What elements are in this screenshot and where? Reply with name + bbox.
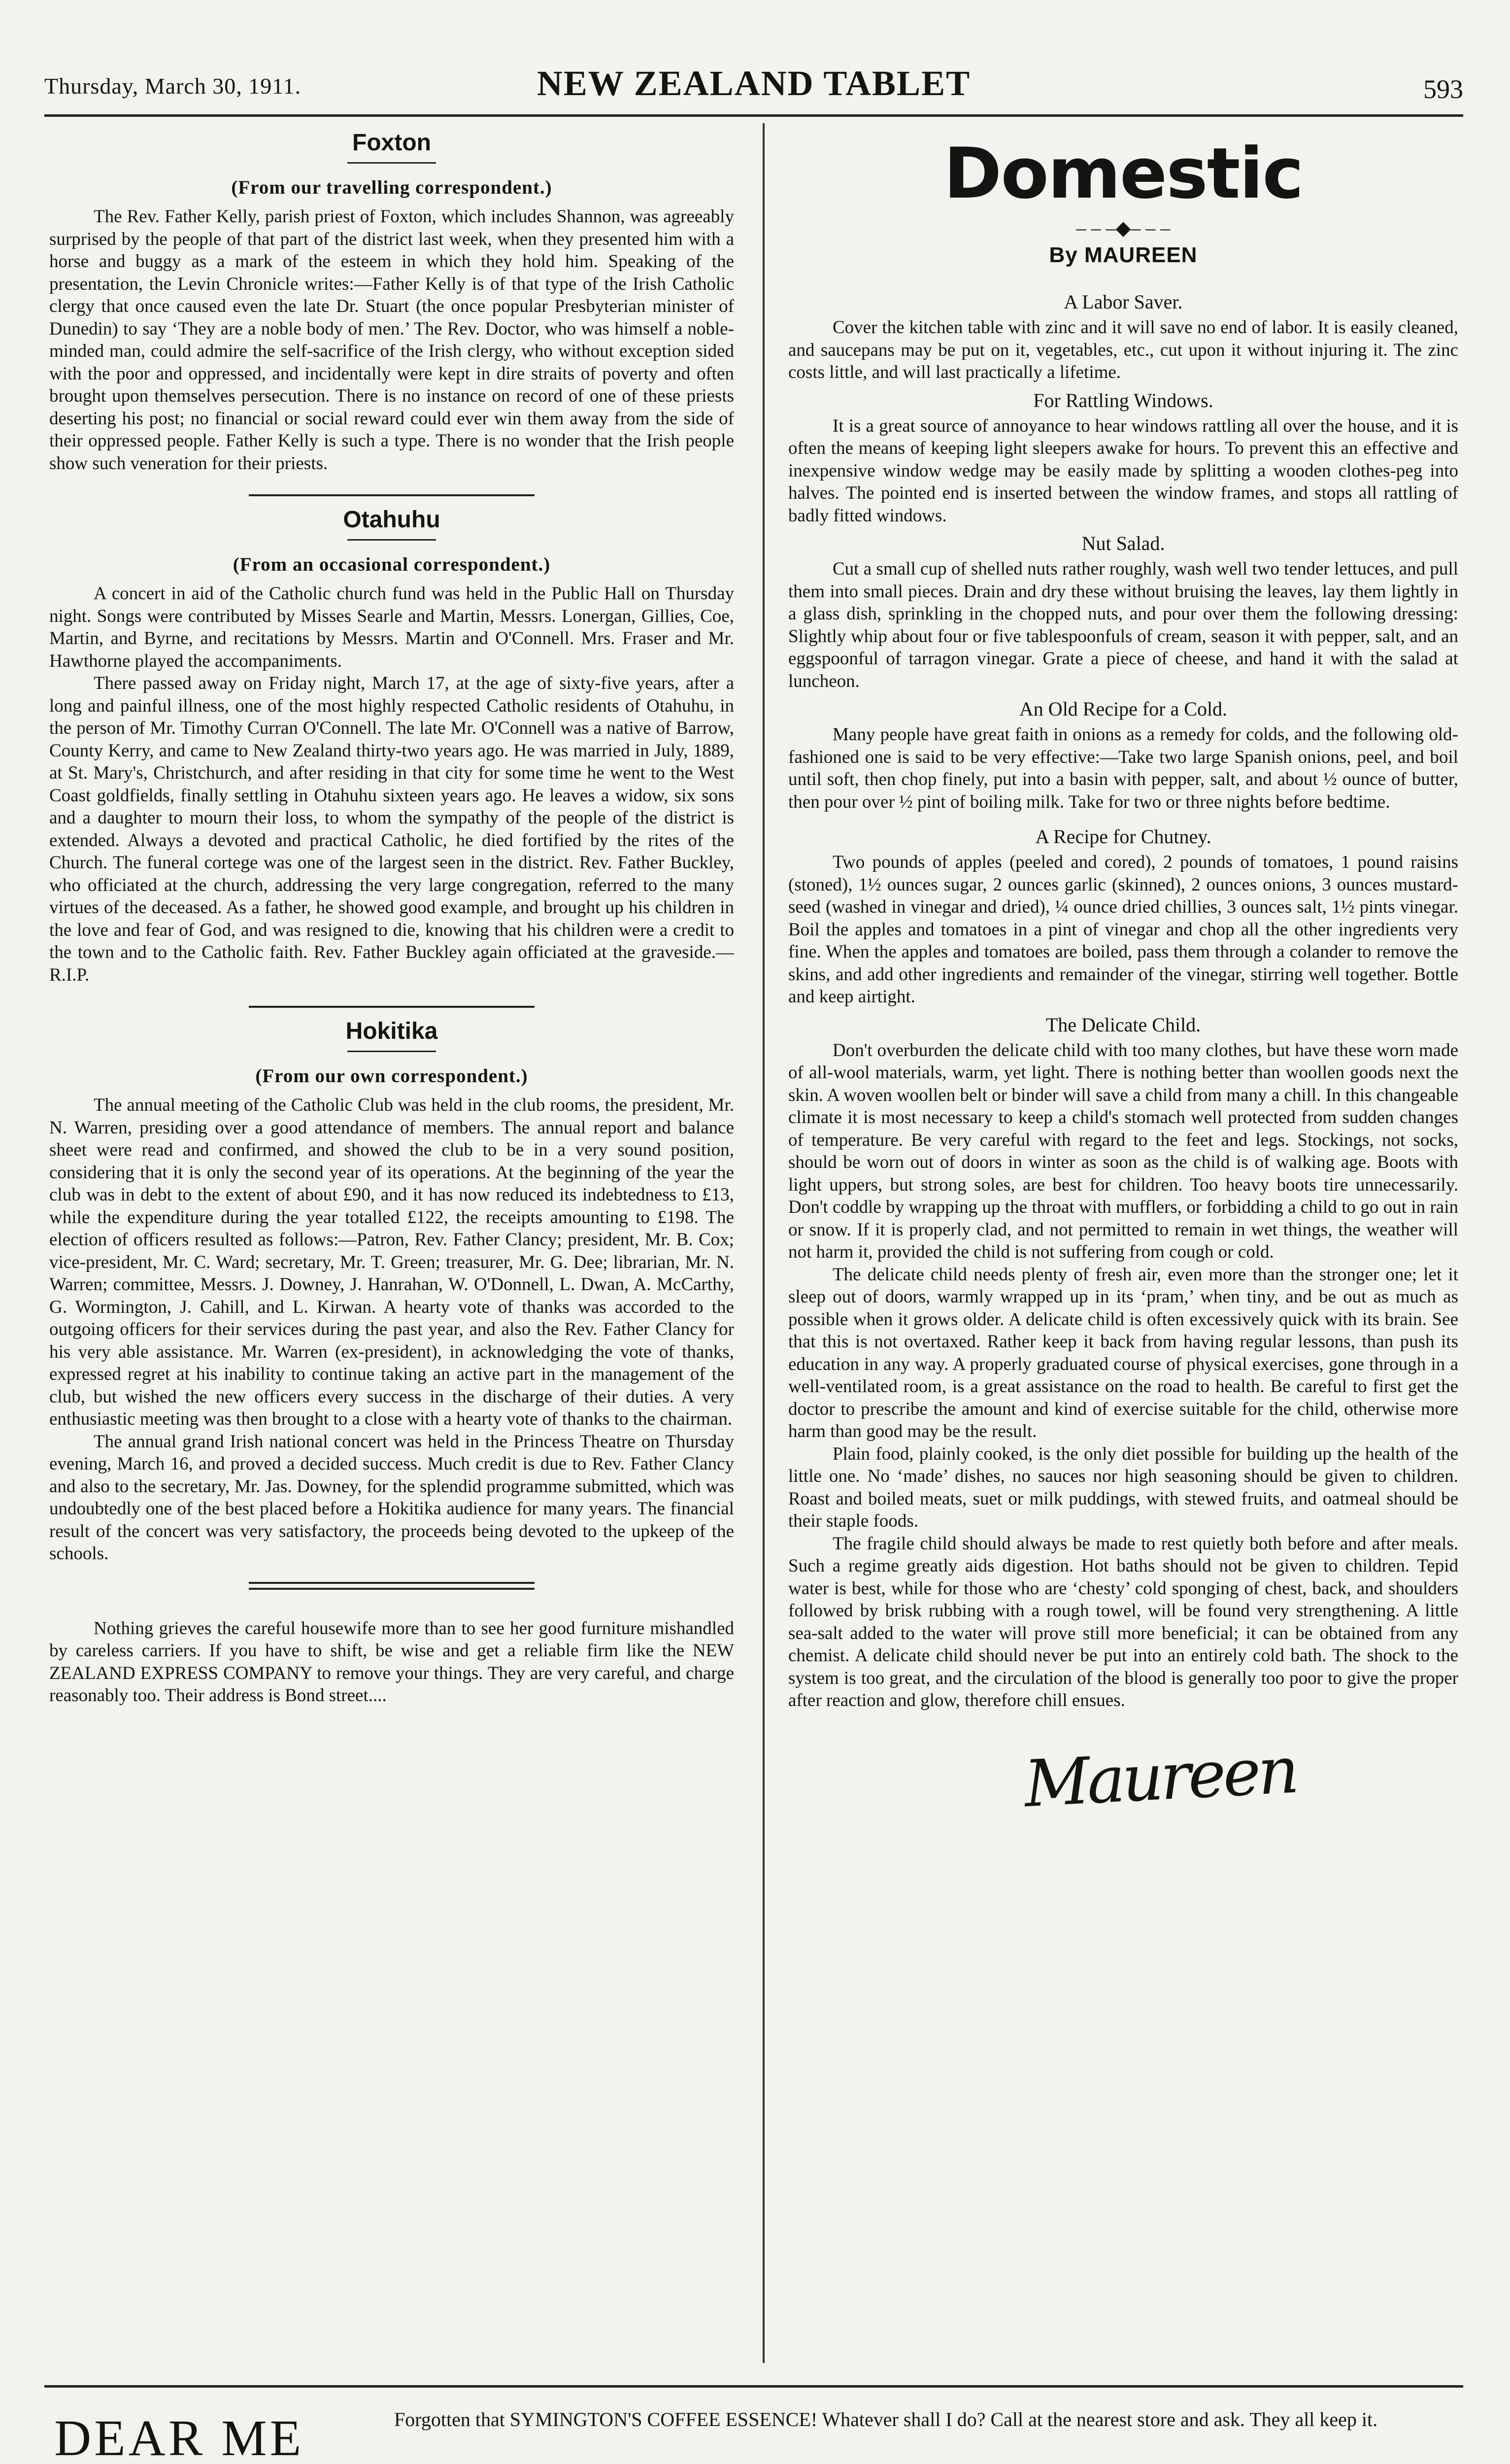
article-heading: Otahuhu — [343, 507, 440, 533]
article-source: (From our own correspondent.) — [255, 1065, 528, 1087]
recipe-paragraph: Don't overburden the delicate child with too many clothes, but have these worn made of all-wool materials, warm, yet light. There is nothing better than woollen goods next the skin. A woven woollen belt or binder will save a child from many a chill. In this changeable climate it is most necessary to keep a child's stomach well protected from sudden changes of temperature. Be very careful with regard to the feet and legs. Stockings, not socks, should be worn out of doors in winter as soon as the child is of walking age. Boots with light uppers, but strong soles, are best for children. Too heavy boots tire unnecessarily. Don't coddle by wrapping up the throat with mufflers, or forbidding a child to go out in rain or snow. If it is properly clad, and not permitted to remain in wet things, the weather will not harm it, provided the child is not suffering from cough or cold. — [788, 1040, 1458, 1262]
domestic-byline: By MAUREEN — [1049, 243, 1198, 267]
express-company-advert: Nothing grieves the careful housewife more than to see her good furniture mishandled by careless carriers. If you have to shift, be wise and get a reliable firm like the NEW ZEALAND EXPRESS COMPANY to remove your things. They are very careful, and charge reasonably too. Their address is Bond street.... — [49, 1618, 734, 1706]
recipe-paragraph: Many people have great faith in onions as a remedy for colds, and the following old-fashioned one is said to be very effective:—Take two large Spanish onions, peel, and boil until soft, then chop finely, put into a basin with pepper, salt, and about ½ ounce of butter, then pour over ½ pint of boiling milk. Take for two or three nights before bedtime. — [788, 724, 1458, 812]
article-hokitika — [49, 1018, 734, 1565]
recipe-paragraph: Cover the kitchen table with zinc and it will save no end of labor. It is easily cleaned, and saucepans may be put on it, vegetables, etc., cut upon it without injuring it. The zinc costs little, and will last practically a lifetime. — [788, 317, 1458, 382]
issue-date: Thursday, March 30, 1911. — [44, 73, 302, 99]
column-divider — [763, 123, 765, 2363]
section-rule — [249, 1006, 535, 1008]
recipe-paragraph: Cut a small cup of shelled nuts rather roughly, wash well two tender lettuces, and pull them into small pieces. Drain and dry these without bruising the leaves, lay them lightly in a glass dish, sprinkling in the chopped nuts, and pour over them the following dressing: Slightly whip about four or five tablespoonfuls of cream, season it with pepper, salt, and an eggspoonful of tarragon vinegar. Grate a piece of cheese, and hand it with the salad at luncheon. — [788, 559, 1458, 691]
article-otahuhu — [49, 506, 734, 986]
article-source: (From our travelling correspondent.) — [231, 177, 552, 198]
article-paragraph: The annual meeting of the Catholic Club was held in the club rooms, the president, Mr. N. Warren, presiding over a good attendance of members. The annual report and balance sheet were read and confirmed, and showed the club to be in a very sound position, considering that it is only the second year of its operations. At the beginning of the year the club was in debt to the extent of about £90, and it has now reduced its indebtedness to £13, while the expenditure during the year totalled £122, the receipts amounting to £198. The election of officers resulted as follows:—Patron, Rev. Father Clancy; president, Mr. B. Cox; vice-president, Mr. C. Ward; secretary, Mr. T. Green; treasurer, Mr. G. Dee; librarian, Mr. N. Warren; committee, Messrs. J. Downey, J. Hanrahan, W. O'Donnell, L. Dwan, A. McCarthy, G. Wormington, J. Cahill, and L. Kirwan. A hearty vote of thanks was accorded to the outgoing officers for their services during the past year, and also the Rev. Father Clancy for his very able assistance. Mr. Warren (ex-president), in acknowledging the vote of thanks, expressed regret at his inability to continue taking an active part in the management of the club, but wished the new officers every success in the discharge of their duties. A very enthusiastic meeting was then brought to a close with a hearty vote of thanks to the chairman. — [49, 1095, 734, 1429]
article-paragraph: The Rev. Father Kelly, parish priest of Foxton, which includes Shannon, was agreeably surprised by the people of that part of the district last week, when they presented him with a horse and buggy as a mark of the esteem in which they hold him. Speaking of the presentation, the Levin Chronicle writes:—Father Kelly is of that type of the Irish Catholic clergy that once caused even the late Dr. Stuart (the once popular Presbyterian minister of Dunedin) to say ‘They are a noble body of men.’ The Rev. Doctor, who was himself a noble-minded man, could admire the self-sacrifice of the Irish clergy, who without exception sided with the poor and oppressed, and incidentally were kept in dire straits of poverty and often brought upon themselves persecution. There is no instance on record of one of these priests deserting his post; no financial or social reward could ever win them away from the side of their oppressed people. Father Kelly is such a type. There is no wonder that the Irish people show such veneration for their priests. — [49, 206, 734, 474]
article-paragraph: There passed away on Friday night, March 17, at the age of sixty-five years, after a long and painful illness, one of the most highly respected Catholic residents of Otahuhu, in the person of Mr. Timothy Curran O'Connell. The late Mr. O'Connell was a native of Barrow, County Kerry, and came to New Zealand thirty-two years ago. He was married in July, 1889, at St. Mary's, Christchurch, and after residing in that city for some time he went to the West Coast goldfields, finally settling in Otahuhu sixteen years ago. He leaves a widow, six sons and a daughter to mourn their loss, to whom the sympathy of the people of the district is extended. Always a devoted and practical Catholic, he died fortified by the rites of the Church. The funeral cortege was one of the largest seen in the district. Rev. Father Buckley, who officiated at the church, addressing the very large congregation, referred to the many virtues of the deceased. As a father, he showed good example, and brought up his children in the love and fear of God, and was resigned to die, knowing that his children were a credit to the town and to the Catholic faith. Rev. Father Buckley again officiated at the graveside.—R.I.P. — [49, 673, 734, 985]
publication-title: NEW ZEALAND TABLET — [537, 64, 971, 103]
recipe-paragraph: The fragile child should always be made to rest quietly both before and after meals. Such a regime greatly aids digestion. Hot baths should not be given to children. Tepid water is best, while for those who are ‘chesty’ cold sponging of chest, back, and shoulders followed by brisk rubbing with a rough towel, will be found very strengthening. A little sea-salt added to the water will prove still more beneficial; it can be obtained from any chemist. A delicate child should never be put into an entirely cold bath. The shock to the system is too great, and the circulation of the blood is generally too poor to give the proper after reaction and glow, therefore chill ensues. — [788, 1533, 1458, 1711]
recipe-heading: An Old Recipe for a Cold. — [1019, 698, 1228, 720]
symingtons-advert — [44, 2405, 1463, 2464]
recipe-heading: A Labor Saver. — [1064, 291, 1183, 313]
article-foxton — [49, 129, 734, 475]
heading-rule — [347, 162, 436, 164]
article-paragraph: The annual grand Irish national concert was held in the Princess Theatre on Thursday evening, March 16, and proved a decided success. Much credit is due to Rev. Father Clancy and also to the secretary, Mr. Jas. Downey, for the splendid programme submitted, which was undoubtedly one of the best placed before a Hokitika audience for many years. The financial result of the concert was very satisfactory, the proceeds being devoted to the upkeep of the schools. — [49, 1431, 734, 1564]
recipe-heading: The Delicate Child. — [1045, 1013, 1201, 1036]
masthead — [44, 59, 1463, 113]
recipe-paragraph: It is a great source of annoyance to hear windows rattling all over the house, and it is often the means of keeping light sleepers awake for hours. To prevent this an effective and inexpensive window wedge may be easily made by splitting a wooden clothes-peg into halves. The pointed end is inserted between the window frames, and stops all rattling of badly fitted windows. — [788, 415, 1458, 526]
page-number: 593 — [1423, 74, 1463, 104]
heading-rule — [347, 539, 436, 541]
article-heading: Foxton — [352, 130, 431, 156]
footer-rule — [44, 2385, 1463, 2388]
recipe-labor-saver — [788, 290, 1458, 384]
recipe-heading: A Recipe for Chutney. — [1035, 825, 1211, 848]
recipe-rattling-windows — [788, 389, 1458, 527]
article-paragraph: A concert in aid of the Catholic church fund was held in the Public Hall on Thursday night. Songs were contributed by Misses Searle and Martin, Messrs. Lonergan, Gillies, Coe, Martin, and Byrne, and recitations by Messrs. Martin and O'Connell. Mrs. Fraser and Mr. Hawthorne played the accompaniments. — [49, 583, 734, 671]
recipe-cold-remedy — [788, 697, 1458, 813]
recipe-paragraph: Two pounds of apples (peeled and cored), 2 pounds of tomatoes, 1 pound raisins (stoned), 1½ ounces sugar, 2 ounces garlic (skinned), 2 ounces onions, 3 ounces mustard-seed (washed in vinegar and dried), ¼ ounce dried chillies, 3 ounces salt, 1½ pints vinegar. Boil the apples and tomatoes in a pint of vinegar and chop all the other ingredients very fine. When the apples and tomatoes are boiled, pass them through a colander to remove the skins, and add other ingredients and remainder of the vinegar, stirring well together. Bottle and keep airtight. — [788, 852, 1458, 1007]
right-column — [788, 129, 1458, 1821]
recipe-heading: For Rattling Windows. — [1033, 389, 1213, 411]
maureen-signature: Maureen — [1022, 1732, 1298, 1821]
recipe-chutney — [788, 825, 1458, 1008]
article-source: (From an occasional correspondent.) — [233, 554, 551, 575]
domestic-title: Domestic — [943, 133, 1303, 214]
left-column — [49, 129, 734, 1707]
double-rule — [249, 1582, 535, 1590]
ornament-divider: – – –◆– – – — [1076, 217, 1171, 239]
advert-headline: DEAR ME — [54, 2410, 304, 2464]
heading-rule — [347, 1051, 436, 1052]
section-rule — [249, 494, 535, 496]
header-rule — [44, 114, 1463, 117]
article-heading: Hokitika — [345, 1018, 438, 1044]
recipe-paragraph: Plain food, plainly cooked, is the only diet possible for building up the health of the little one. No ‘made’ dishes, no sauces nor high seasoning should be given to children. Roast and boiled meats, suet or milk puddings, with stewed fruits, and oatmeal should be their staple foods. — [788, 1443, 1458, 1531]
recipe-heading: Nut Salad. — [1081, 532, 1165, 554]
recipe-paragraph: The delicate child needs plenty of fresh air, even more than the stronger one; let it sleep out of doors, warmly wrapped up in its ‘pram,’ when tiny, and be out as much as possible when it grows older. A delicate child is often excessively quick with its brain. See that this is not overtaxed. Rather keep it back from having regular lessons, than push its education in any way. A properly graduated course of physical exercises, gone through in a well-ventilated room, is a great assistance on the road to health. Be careful to first get the doctor to prescribe the amount and kind of exercise suitable for the child, otherwise more harm than good may be the result. — [788, 1264, 1458, 1441]
recipe-nut-salad — [788, 532, 1458, 692]
advert-text: Forgotten that SYMINGTON'S COFFEE ESSENCE! Whatever shall I do? Call at the nearest store and ask. They all keep it. — [394, 2408, 1378, 2430]
recipe-delicate-child — [788, 1013, 1458, 1712]
